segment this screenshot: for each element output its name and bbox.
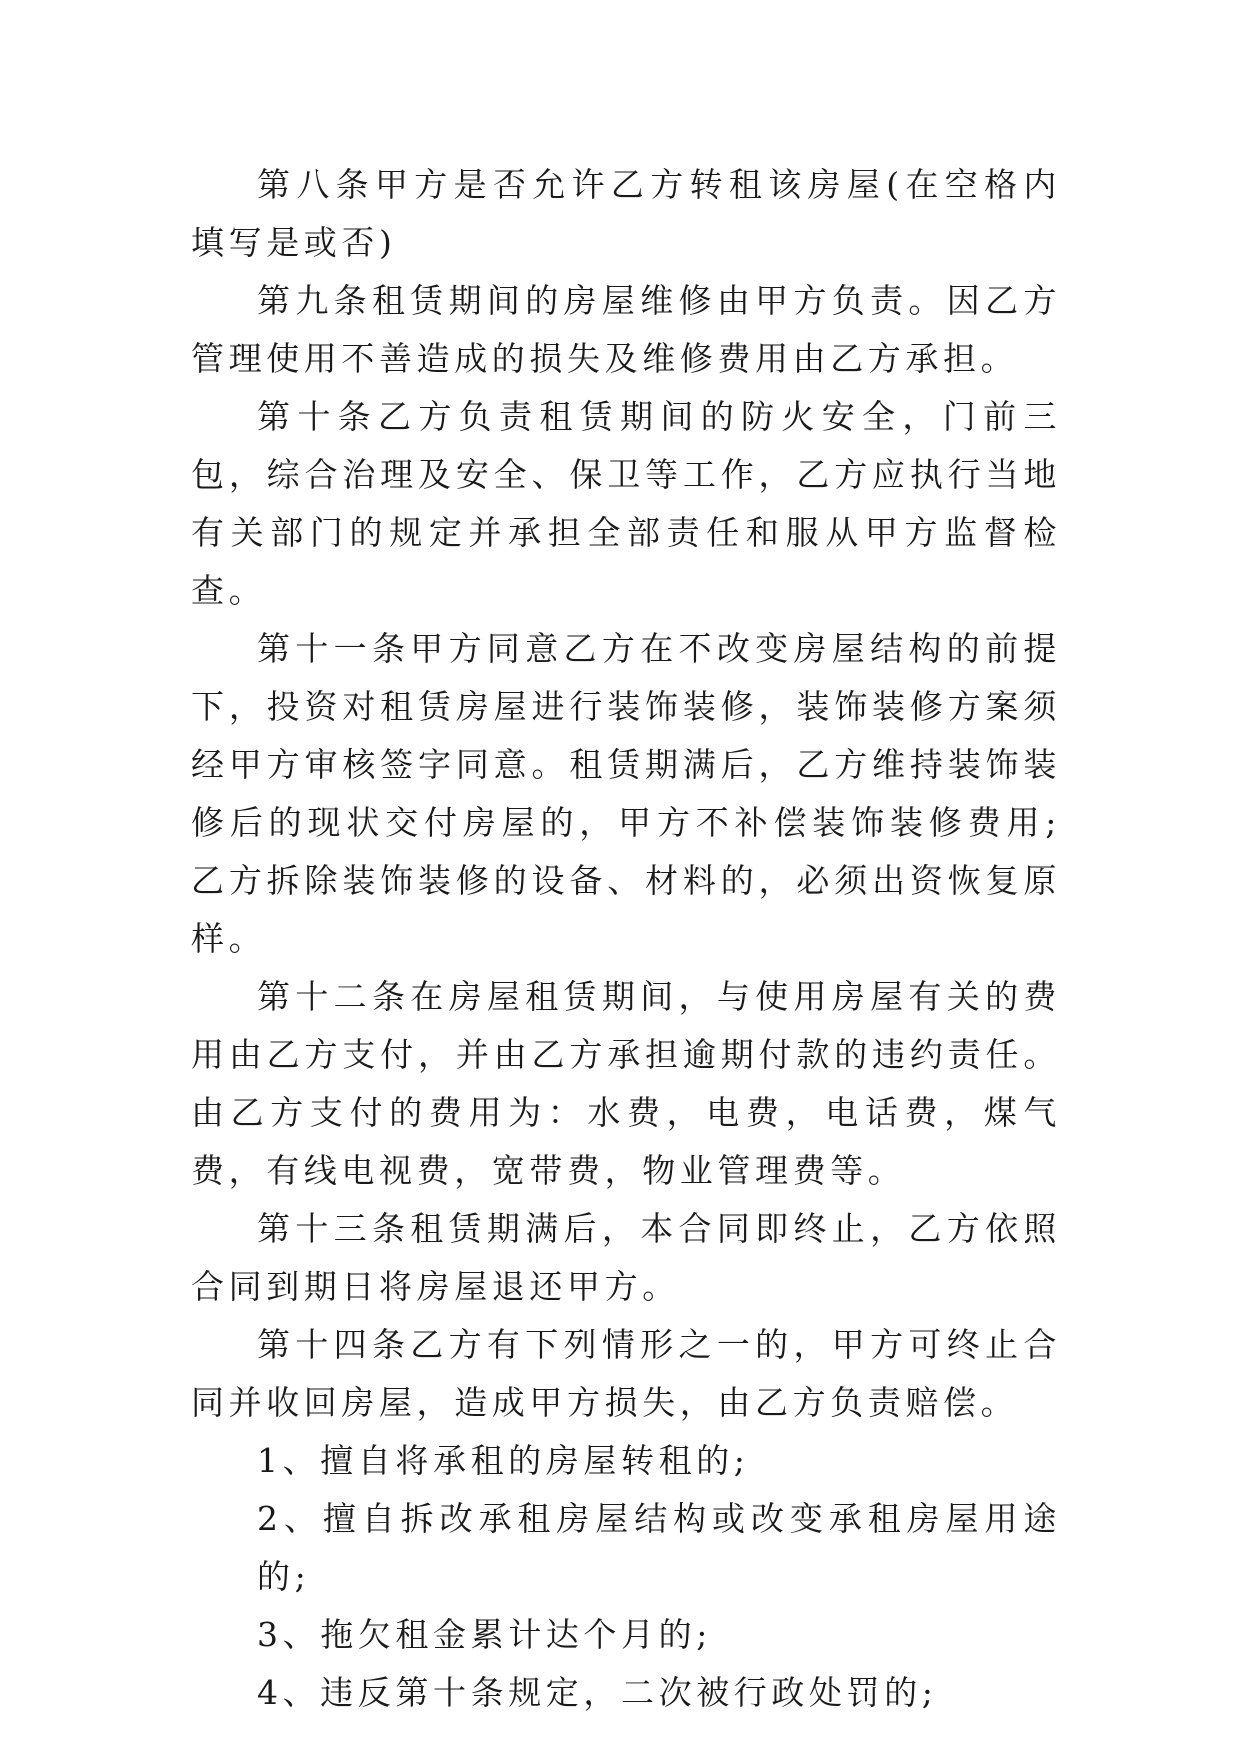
clause-10: 第十条乙方负责租赁期间的防火安全，门前三包，综合治理及安全、保卫等工作，乙方应执行当地有关部门的规定并承担全部责任和服从甲方监督检查。 xyxy=(191,397,1061,610)
clause-14: 第十四条乙方有下列情形之一的，甲方可终止合同并收回房屋，造成甲方损失，由乙方负责赔偿。 xyxy=(191,1325,1061,1422)
clause-13: 第十三条租赁期满后，本合同即终止，乙方依照合同到期日将房屋退还甲方。 xyxy=(191,1209,1061,1306)
clause-11: 第十一条甲方同意乙方在不改变房屋结构的前提下，投资对租赁房屋进行装饰装修，装饰装修方案须经甲方审核签字同意。租赁期满后，乙方维持装饰装修后的现状交付房屋的，甲方不补偿装饰装修费用;乙方拆除装饰装修的设备、材料的，必须出资恢复原样。 xyxy=(191,629,1061,958)
clause-12: 第十二条在房屋租赁期间，与使用房屋有关的费用由乙方支付，并由乙方承担逾期付款的违约责任。由乙方支付的费用为：水费，电费，电话费，煤气费，有线电视费，宽带费，物业管理费等。 xyxy=(191,977,1061,1190)
list-item: 2、擅自拆改承租房屋结构或改变承租房屋用途的; xyxy=(257,1499,1061,1596)
document-body xyxy=(191,156,1061,1722)
clause-9: 第九条租赁期间的房屋维修由甲方负责。因乙方管理使用不善造成的损失及维修费用由乙方承担。 xyxy=(191,281,1061,378)
list-item: 4、违反第十条规定，二次被行政处罚的; xyxy=(257,1673,938,1712)
list-item: 1、擅自将承租的房屋转租的; xyxy=(257,1441,750,1480)
list-item: 3、拖欠租金累计达个月的; xyxy=(257,1615,712,1654)
clause-8: 第八条甲方是否允许乙方转租该房屋(在空格内填写是或否) xyxy=(191,165,1061,262)
